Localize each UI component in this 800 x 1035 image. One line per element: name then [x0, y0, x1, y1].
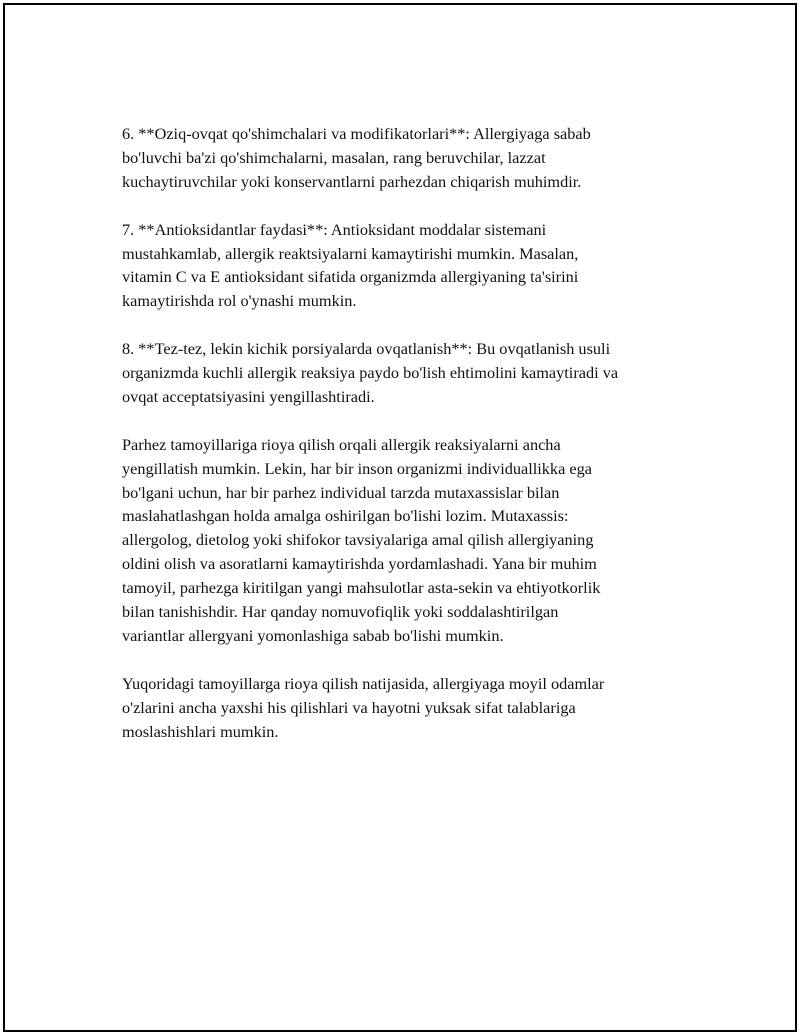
text-line: bo'luvchi ba'zi qo'shimchalarni, masalan, rang beruvchilar, lazzat: [122, 147, 546, 167]
text-line: organizmda kuchli allergik reaksiya paydo bo'lish ehtimolini kamaytiradi va: [122, 363, 619, 383]
text-line: Yuqoridagi tamoyillarga rioya qilish natijasida, allergiyaga moyil odamlar: [122, 673, 605, 693]
text-line: 8. **Tez-tez, lekin kichik porsiyalarda ovqatlanish**: Bu ovqatlanish usuli: [122, 339, 611, 359]
paragraph-summary: [122, 433, 688, 648]
text-line: oldini olish va asoratlarni kamaytirishda yordamlashadi. Yana bir muhim: [122, 554, 597, 574]
text-line: bilan tanishishdir. Har qanday nomuvofiqlik yoki soddalashtirilgan: [122, 602, 559, 622]
text-line: 6. **Oziq-ovqat qo'shimchalari va modifikatorlari**: Allergiyaga sabab: [122, 124, 591, 143]
paragraph-conclusion: [122, 672, 688, 744]
text-line: ovqat acceptatsiyasini yengillashtiradi.: [122, 386, 375, 406]
text-line: Parhez tamoyillariga rioya qilish orqali allergik reaksiyalarni ancha: [122, 434, 561, 454]
text-line: tamoyil, parhezga kiritilgan yangi mahsulotlar asta-sekin va ehtiyotkorlik: [122, 578, 601, 598]
paragraph-item-6: [122, 122, 688, 194]
text-line: mustahkamlab, allergik reaktsiyalarni kamaytirishi mumkin. Masalan,: [122, 243, 579, 263]
text-line: kamaytirishda rol o'ynashi mumkin.: [122, 291, 357, 311]
text-line: o'zlarini ancha yaxshi his qilishlari va hayotni yuksak sifat talablariga: [122, 697, 576, 717]
text-line: vitamin C va E antioksidant sifatida organizmda allergiyaning ta'sirini: [122, 267, 579, 287]
page-frame: [3, 3, 797, 1032]
text-line: yengillatish mumkin. Lekin, har bir inson organizmi individuallikka ega: [122, 458, 592, 478]
text-line: allergolog, dietolog yoki shifokor tavsiyalariga amal qilish allergiyaning: [122, 530, 594, 550]
text-line: bo'lgani uchun, har bir parhez individual tarzda mutaxassislar bilan: [122, 482, 560, 502]
paragraph-item-7: [122, 218, 688, 314]
text-line: 7. **Antioksidantlar faydasi**: Antioksidant moddalar sistemani: [122, 219, 547, 239]
text-line: maslahatlashgan holda amalga oshirilgan bo'lishi lozim. Mutaxassis:: [122, 506, 569, 526]
text-line: moslashishlari mumkin.: [122, 721, 279, 741]
text-line: variantlar allergyani yomonlashiga sabab bo'lishi mumkin.: [122, 625, 504, 645]
paragraph-item-8: [122, 337, 688, 409]
document-body: [122, 122, 688, 767]
text-line: kuchaytiruvchilar yoki konservantlarni parhezdan chiqarish muhimdir.: [122, 171, 582, 191]
